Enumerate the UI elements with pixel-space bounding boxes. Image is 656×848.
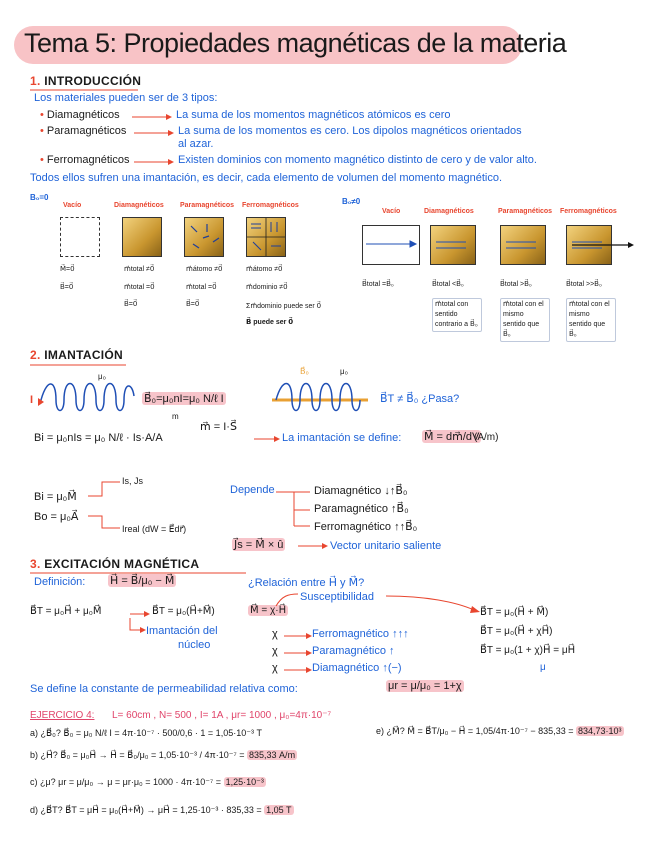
depende-label: Depende	[230, 484, 275, 496]
fig-left-col-vacio: Vacío	[63, 202, 82, 209]
exercise-b: b) ¿H⃗? B⃗₀ = μ₀H⃗ → H⃗ = B⃗₀/μ₀ = 1,05·10⁻³ / 4π·10⁻⁷ = 835,33 A/m	[30, 750, 296, 760]
bt-r2: B⃗T = μ₀(H⃗ + χH⃗)	[480, 626, 553, 637]
current-label: I	[30, 394, 34, 406]
core-b0-label: B⃗₀	[300, 367, 309, 376]
m-chi-equation: M⃗ = χ·H⃗	[250, 605, 287, 616]
fig-left-dia-box	[122, 217, 162, 257]
perm-text: Se define la constante de permeabilidad relativa como:	[30, 683, 298, 695]
page-title: Tema 5: Propiedades magnéticas de la materia	[24, 28, 567, 58]
arrow-vector-unit	[298, 541, 328, 551]
b0-field-arrows-icon	[366, 240, 636, 252]
fig-right-col-vacio: Vacío	[382, 208, 401, 215]
bo-mu-equation: Bo = μ₀A⃗	[34, 511, 79, 523]
fig-right-vac-1: B⃗total =B⃗₀	[362, 281, 394, 288]
fig-left-vacuum-box	[60, 217, 100, 257]
iman-equation: M⃗ = dm⃗/dV	[424, 431, 480, 443]
dep-dia: Diamagnético ↓↑B⃗₀	[314, 485, 408, 497]
fig-right-ferro-1: B⃗total >>B⃗₀	[566, 281, 602, 288]
random-dipoles-icon	[185, 218, 223, 256]
relacion-text: ¿Relación entre H⃗ y M⃗?	[248, 577, 365, 589]
bt-r3: B⃗T = μ₀(1 + χ)H⃗ = μH⃗	[480, 645, 576, 656]
mu-sub: μ	[540, 662, 546, 673]
fig-right-dia-1: B⃗total <B⃗₀	[432, 281, 464, 288]
fig-left-ferro-4: B⃗ puede ser 0⃗	[246, 319, 294, 326]
core-mu-label: μ₀	[340, 367, 348, 376]
bt-eq1: B⃗T = μ₀H⃗ + μ₀M⃗	[30, 606, 102, 617]
ferro-label: • Ferromagnéticos	[40, 154, 130, 166]
def-label: Definición:	[34, 576, 86, 588]
ireal-label: Ireal (dW = E⃗dr⃗)	[122, 524, 187, 534]
exercise-e: e) ¿M⃗? M⃗ = B⃗T/μ₀ − H⃗ = 1,05/4π·10⁻⁷ − 835,33 = 834,73·10³	[376, 726, 622, 736]
exercise-c: c) ¿μ? μr = μ/μ₀ → μ = μr·μ₀ = 1000 · 4π·10⁻⁷ = 1,25·10⁻³	[30, 777, 264, 787]
summary-text: Todos ellos sufren una imantación, es decir, cada elemento de volumen del momento magnético.	[30, 172, 503, 184]
chi-2: χ	[272, 645, 278, 657]
arrow-chi-1	[284, 631, 312, 641]
exercise-b-answer: 835,33 A/m	[249, 750, 296, 760]
fig-right-dia-note: m⃗total con sentido contrario a B⃗₀	[432, 298, 482, 332]
section-3-heading	[30, 557, 199, 571]
iman-nucleo-2: núcleo	[178, 639, 211, 651]
section-2-heading	[30, 348, 123, 362]
b0-equation: B⃗₀=μ₀nI=μ₀ N/ℓ I	[144, 393, 224, 405]
section-1-heading	[30, 74, 141, 88]
intro-text: Los materiales pueden ser de 3 tipos:	[34, 92, 218, 104]
chi-3: χ	[272, 662, 278, 674]
fig-right-ferro-note: m⃗total con el mismo sentido que B⃗₀	[566, 298, 616, 342]
iman-nucleo-1: Imantación del	[146, 625, 218, 637]
section-2-number: 2.	[30, 348, 41, 362]
ferro-desc: Existen dominios con momento magnético distinto de cero y de valor alto.	[178, 154, 537, 166]
exercise-c-answer: 1,25·10⁻³	[225, 777, 264, 787]
chi-ferro: Ferromagnético ↑↑↑	[312, 628, 409, 640]
chi-dia: Diamagnético ↑(−)	[312, 662, 402, 674]
suscept-label: Susceptibilidad	[300, 591, 374, 603]
section-1-title: INTRODUCCIÓN	[44, 74, 142, 88]
dia-label: • Diamagnéticos	[40, 109, 120, 121]
fig-left-para-3: B⃗=0⃗	[186, 301, 200, 308]
iman-def: La imantación se define:	[282, 432, 402, 444]
section-3-number: 3.	[30, 557, 41, 571]
bt-eq2: B⃗T = μ₀(H⃗+M⃗)	[152, 606, 215, 617]
section-2-underline	[30, 363, 130, 367]
chi-1: χ	[272, 628, 278, 640]
exercise-e-answer: 834,73·10³	[577, 726, 622, 736]
js-equation: J⃗s = M⃗ × û	[234, 539, 284, 551]
fig-right-col-para: Paramagnéticos	[498, 208, 553, 215]
arrow-dia	[132, 112, 172, 122]
section-1-number: 1.	[30, 74, 41, 88]
fig-left-col-para: Paramagnéticos	[180, 202, 235, 209]
fig-left-ferro-2: m⃗dominio ≠0⃗	[246, 284, 288, 291]
fig-left-para-1: m⃗átomo ≠0⃗	[186, 266, 223, 273]
chi-para: Paramagnético ↑	[312, 645, 395, 657]
bt-r1: B⃗T = μ₀(H⃗ + M⃗)	[480, 607, 549, 618]
arrow-iman	[254, 434, 280, 444]
fig-left-col-dia: Diamagnéticos	[114, 202, 164, 209]
bracket-arrows	[86, 478, 126, 538]
dep-ferro: Ferromagnético ↑↑B⃗₀	[314, 521, 418, 533]
solenoid-core-icon	[272, 378, 372, 418]
fig-left-vac-1: M⃗=0⃗	[60, 266, 75, 273]
vector-unit-text: Vector unitario saliente	[330, 540, 442, 552]
arrow-chi-2	[284, 648, 312, 658]
fig-left-ferro-3: Σm⃗dominio puede ser 0⃗	[246, 303, 322, 310]
fig-left-b0: B₀=0	[30, 193, 49, 202]
bt-not-equal: B⃗T ≠ B⃗₀ ¿Pasa?	[380, 393, 460, 405]
bi-equation: Bi = μ₀nIs = μ₀ N/ℓ · Is·A/A	[34, 432, 163, 444]
fig-left-vac-2: B⃗=0⃗	[60, 284, 74, 291]
perm-equation: μr = μ/μ₀ = 1+χ	[388, 680, 462, 692]
para-desc-1: La suma de los momentos es cero. Los dipolos magnéticos orientados	[178, 125, 522, 137]
fig-left-para-box	[184, 217, 224, 257]
dia-desc: La suma de los momentos magnéticos atómicos es cero	[176, 109, 451, 121]
m-label: m	[172, 412, 179, 421]
exercise-data: L= 60cm , N= 500 , I= 1A , μr= 1000 , μ₀=4π·10⁻⁷	[112, 710, 332, 721]
fig-right-b0: B₀≠0	[342, 197, 361, 206]
arrow-chi-3	[284, 665, 312, 675]
fig-left-dia-2: m⃗total =0⃗	[124, 284, 155, 291]
fig-left-col-ferro: Ferromagnéticos	[242, 202, 299, 209]
domains-icon	[247, 218, 285, 256]
dep-para: Paramagnético ↑B⃗₀	[314, 503, 409, 515]
fig-right-col-dia: Diamagnéticos	[424, 208, 474, 215]
bi-mu-equation: Bi = μ₀M⃗	[34, 491, 77, 503]
exercise-d-answer: 1,05 T	[266, 805, 292, 815]
fig-left-ferro-box	[246, 217, 286, 257]
iman-unit: (A/m)	[474, 432, 499, 443]
arrow-nucleo	[126, 618, 146, 638]
fig-left-dia-3: B⃗=0⃗	[124, 301, 138, 308]
fig-left-ferro-1: m⃗átomo ≠0⃗	[246, 266, 283, 273]
arrow-ferro	[134, 157, 174, 167]
arrow-para	[134, 128, 174, 138]
depende-arrows	[276, 486, 316, 532]
coil-mu0-label: μ₀	[98, 372, 106, 381]
exercise-a: a) ¿B⃗₀? B⃗₀ = μ₀ N/ℓ I = 4π·10⁻⁷ · 500/0,6 · 1 = 1,05·10⁻³ T	[30, 728, 262, 738]
section-2-title: IMANTACIÓN	[44, 348, 124, 362]
is-js-label: Is, Js	[122, 476, 144, 486]
fig-left-para-2: m⃗total =0⃗	[186, 284, 217, 291]
fig-right-para-note: m⃗total con el mismo sentido que B⃗₀	[500, 298, 550, 342]
exercise-d: d) ¿B⃗T? B⃗T = μH⃗ = μ₀(H⃗+M⃗) → μH⃗ = 1,25·10⁻³ · 835,33 = 1,05 T	[30, 805, 292, 815]
m-equation: m⃗ = I·S⃗	[200, 421, 237, 433]
solenoid-coil-icon	[38, 378, 138, 418]
para-desc-2: al azar.	[178, 138, 214, 150]
fig-left-dia-1: m⃗total ≠0⃗	[124, 266, 155, 273]
section-3-title: EXCITACIÓN MAGNÉTICA	[44, 557, 200, 571]
para-label: • Paramagnéticos	[40, 125, 127, 137]
fig-right-para-1: B⃗total >B⃗₀	[500, 281, 532, 288]
suscept-arrows	[276, 580, 496, 614]
fig-right-col-ferro: Ferromagnéticos	[560, 208, 617, 215]
exercise-label: EJERCICIO 4:	[30, 710, 95, 721]
def-equation: H⃗ = B⃗/μ₀ − M⃗	[110, 575, 175, 587]
